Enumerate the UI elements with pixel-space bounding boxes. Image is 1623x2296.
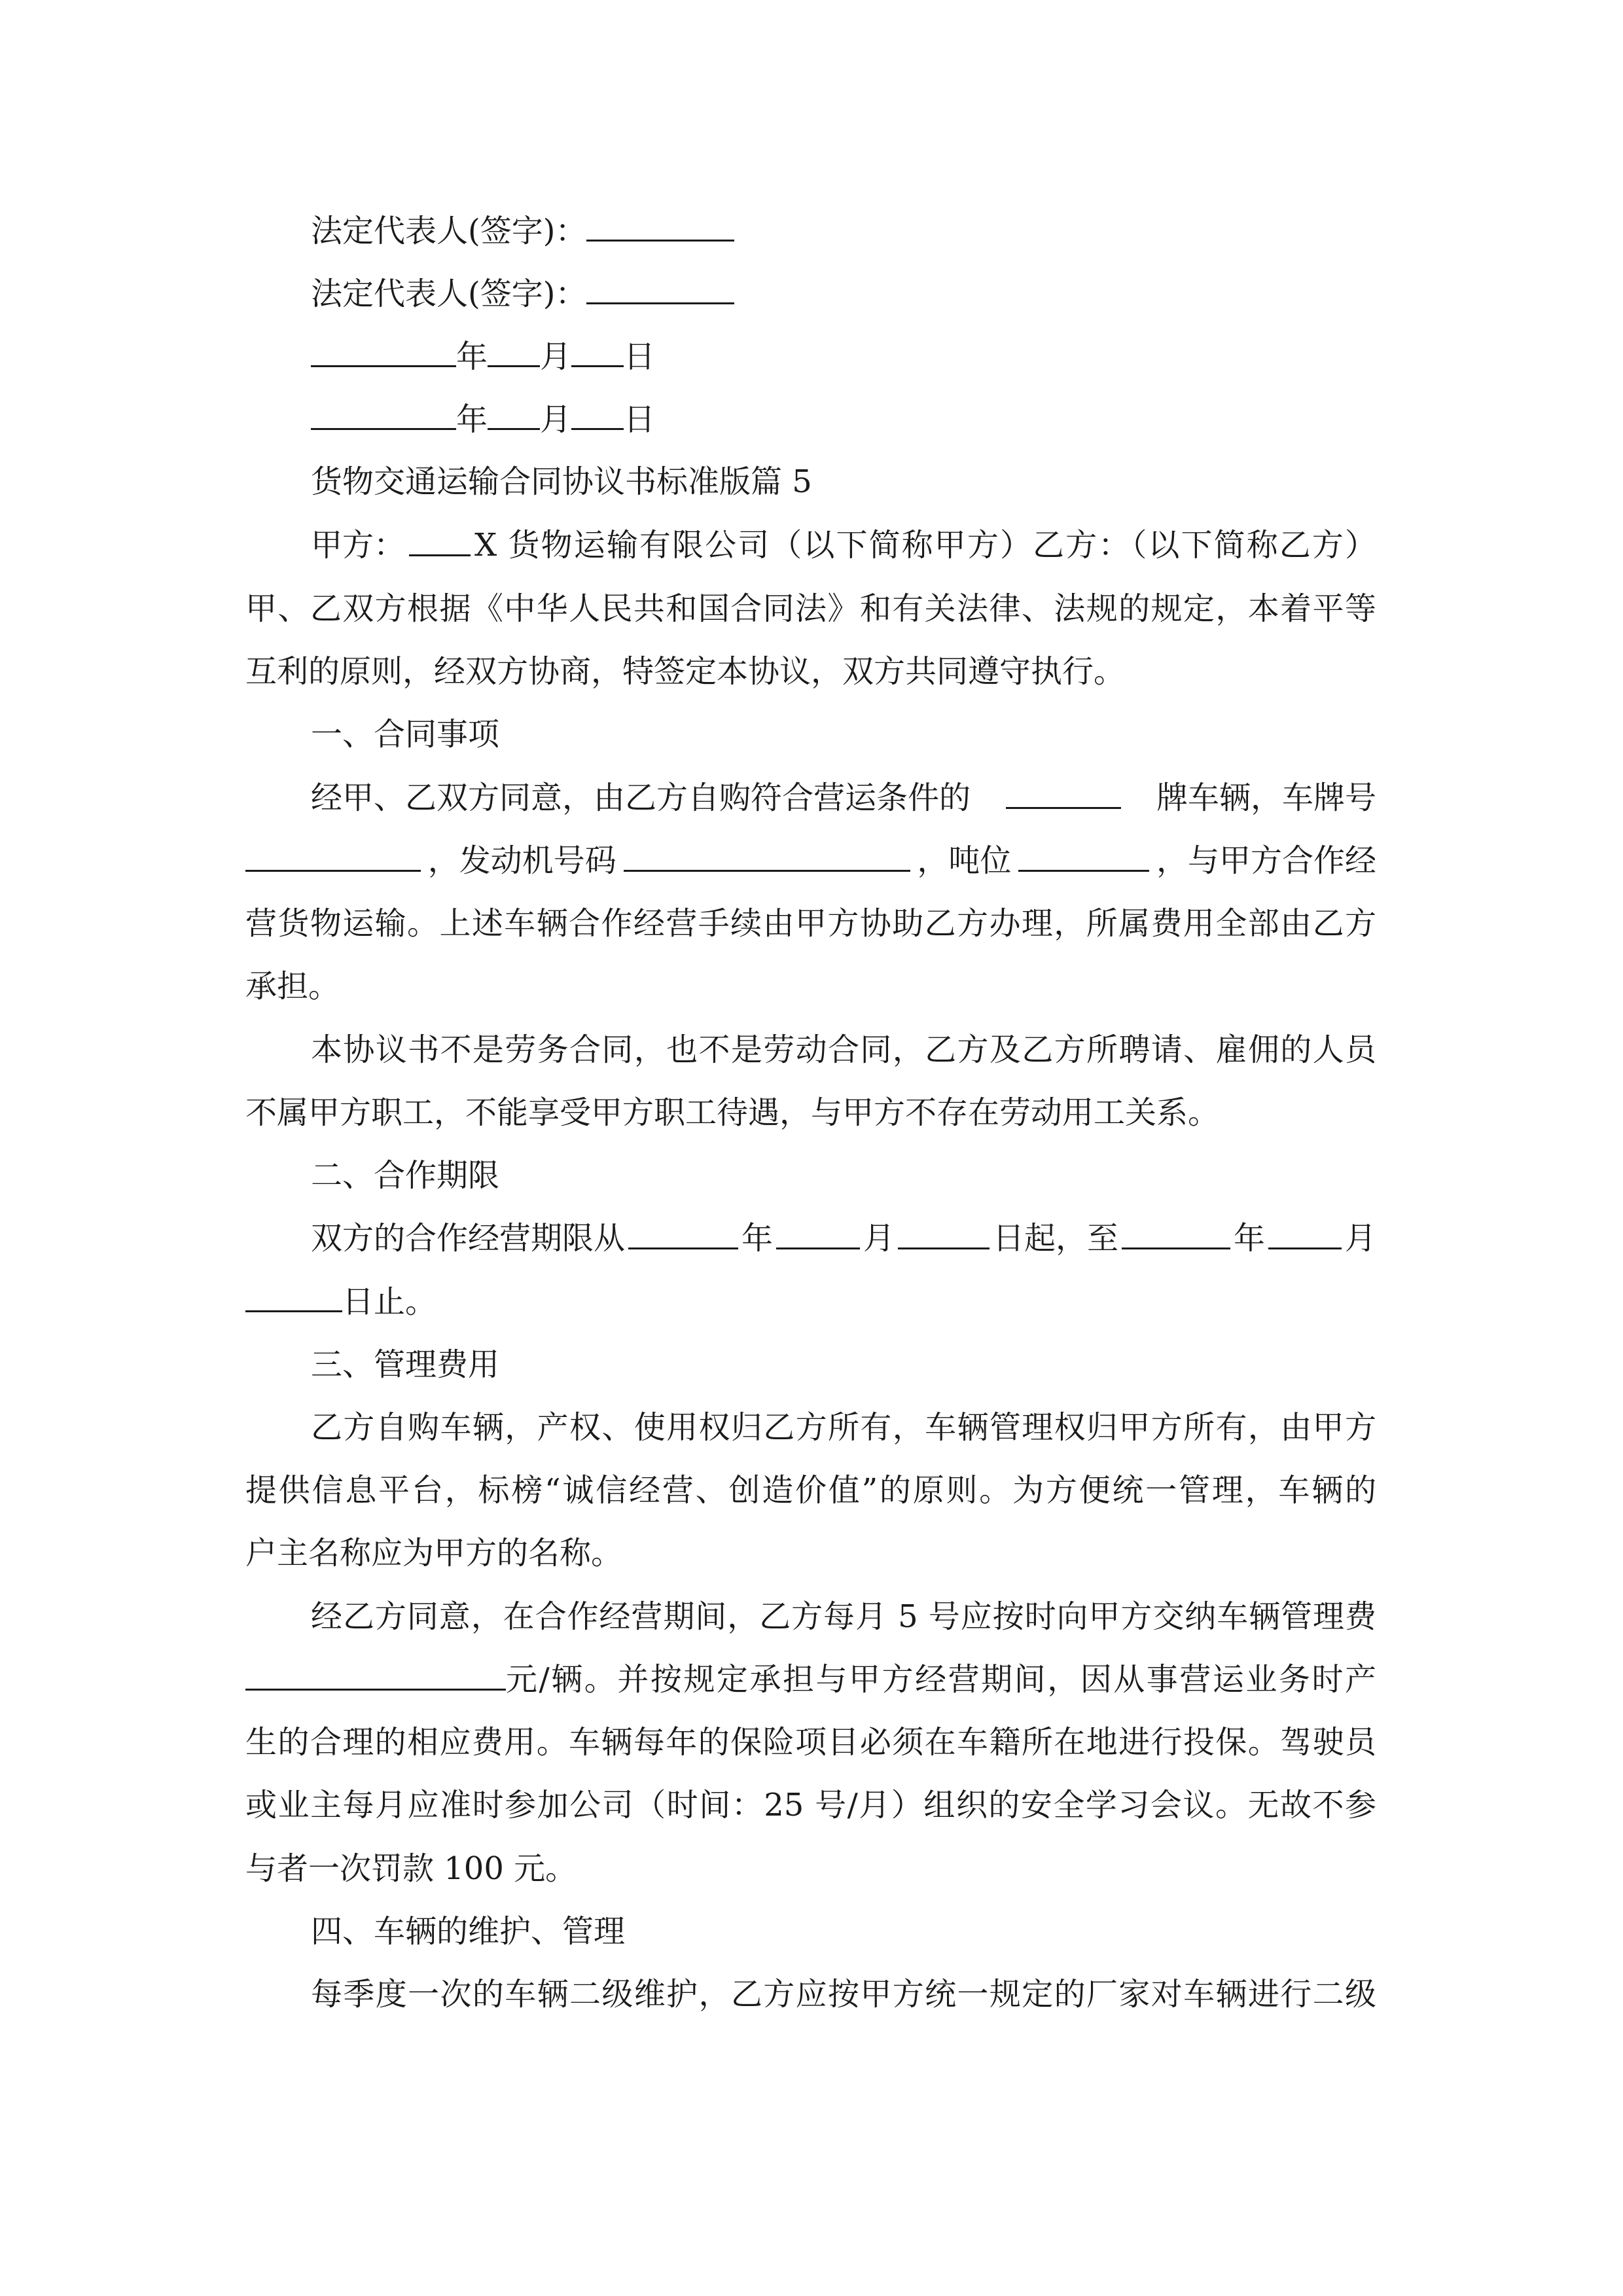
s3-p2-line-2 (245, 1660, 1376, 1699)
party-a-text: X 货物运输有限公司（以下简称甲方）乙方：（以下简称乙方） (474, 527, 1376, 564)
signature-label: 法定代表人(签字)： (311, 213, 587, 249)
section-1-heading: 一、合同事项 (311, 716, 500, 753)
blank (898, 1219, 990, 1249)
s1-p1-line-3: 营货物运输。上述车辆合作经营手续由甲方协助乙方办理，所属费用全部由乙方 (245, 905, 1376, 942)
blank (311, 399, 456, 430)
s2-line-1 (311, 1219, 1376, 1258)
document-title: 货物交通运输合同协议书标准版篇 5 (311, 463, 812, 500)
blank (245, 1660, 506, 1691)
month-label: 月 (1344, 1220, 1376, 1257)
blank (571, 399, 624, 430)
blank (1122, 1219, 1230, 1249)
s1-p1-line-1 (311, 778, 1376, 817)
blank (628, 1219, 738, 1249)
s1-p2-line-1: 本协议书不是劳务合同，也不是劳动合同，乙方及乙方所聘请、雇佣的人员 (311, 1031, 1376, 1068)
section-3-heading: 三、管理费用 (311, 1346, 500, 1383)
year-label: 年 (1233, 1220, 1265, 1257)
s3-p2-line-4: 或业主每月应准时参加公司（时间：25 号/月）组织的安全学习会议。无故不参 (245, 1787, 1376, 1823)
blank (571, 336, 624, 367)
text: 经甲、乙双方同意，由乙方自购符合营运条件的 (311, 780, 971, 816)
text: 日起，至 (992, 1220, 1118, 1257)
s1-p2-line-2: 不属甲方职工，不能享受甲方职工待遇，与甲方不存在劳动用工关系。 (245, 1094, 1220, 1131)
signature-line-1 (311, 211, 734, 251)
section-2-heading: 二、合作期限 (311, 1157, 500, 1194)
section-4-heading: 四、车辆的维护、管理 (311, 1913, 626, 1950)
month-label: 月 (540, 401, 572, 438)
signature-line-2 (311, 274, 734, 314)
intro-line-2: 互利的原则，经双方协商，特签定本协议，双方共同遵守执行。 (245, 653, 1126, 690)
date-line-2 (311, 399, 655, 439)
blank (245, 841, 421, 872)
s3-p1-line-2: 提供信息平台，标榜“诚信经营、创造价值”的原则。为方便统一管理，车辆的 (245, 1472, 1376, 1509)
s1-p1-line-4: 承担。 (245, 968, 340, 1005)
blank (1018, 841, 1149, 872)
s2-line-2 (245, 1282, 437, 1321)
text: ，发动机号码 (427, 842, 616, 879)
date-line-1 (311, 336, 655, 376)
blank (488, 336, 540, 367)
intro-line-1: 甲、乙双方根据《中华人民共和国合同法》和有关法律、法规的规定，本着平等 (245, 590, 1376, 627)
s3-p2-line-5: 与者一次罚款 100 元。 (245, 1850, 577, 1887)
text: 牌车辆，车牌号 (1156, 780, 1376, 816)
blank (586, 274, 734, 304)
s3-p1-line-1: 乙方自购车辆，产权、使用权归乙方所有，车辆管理权归甲方所有，由甲方 (311, 1409, 1376, 1446)
text: ，吨位 (917, 842, 1012, 879)
blank (1268, 1219, 1342, 1249)
s4-p1-line-1: 每季度一次的车辆二级维护，乙方应按甲方统一规定的厂家对车辆进行二级 (311, 1976, 1376, 2013)
blank (776, 1219, 860, 1249)
s3-p2-line-1: 经乙方同意，在合作经营期间，乙方每月 5 号应按时向甲方交纳车辆管理费 (311, 1598, 1376, 1635)
blank (586, 211, 734, 242)
year-label: 年 (456, 338, 488, 375)
blank (488, 399, 540, 430)
s3-p1-line-3: 户主名称应为甲方的名称。 (245, 1535, 623, 1571)
month-label: 月 (863, 1220, 895, 1257)
day-label: 日 (624, 338, 656, 375)
party-a-label: 甲方： (311, 527, 406, 564)
year-label: 年 (741, 1220, 773, 1257)
blank (311, 336, 456, 367)
year-label: 年 (456, 401, 488, 438)
blank (245, 1282, 342, 1312)
blank (409, 526, 471, 556)
text: 双方的合作经营期限从 (311, 1220, 626, 1257)
s1-p1-line-2 (245, 841, 1376, 880)
text: 元/辆。并按规定承担与甲方经营期间，因从事营运业务时产 (506, 1661, 1376, 1698)
blank (624, 841, 910, 872)
s3-p2-line-3: 生的合理的相应费用。车辆每年的保险项目必须在车籍所在地进行投保。驾驶员 (245, 1724, 1376, 1761)
text: ，与甲方合作经 (1156, 842, 1376, 879)
party-a-line (311, 526, 1376, 565)
blank (1006, 778, 1121, 809)
text: 日止。 (342, 1283, 437, 1320)
month-label: 月 (540, 338, 572, 375)
signature-label: 法定代表人(签字)： (311, 276, 587, 312)
day-label: 日 (624, 401, 656, 438)
